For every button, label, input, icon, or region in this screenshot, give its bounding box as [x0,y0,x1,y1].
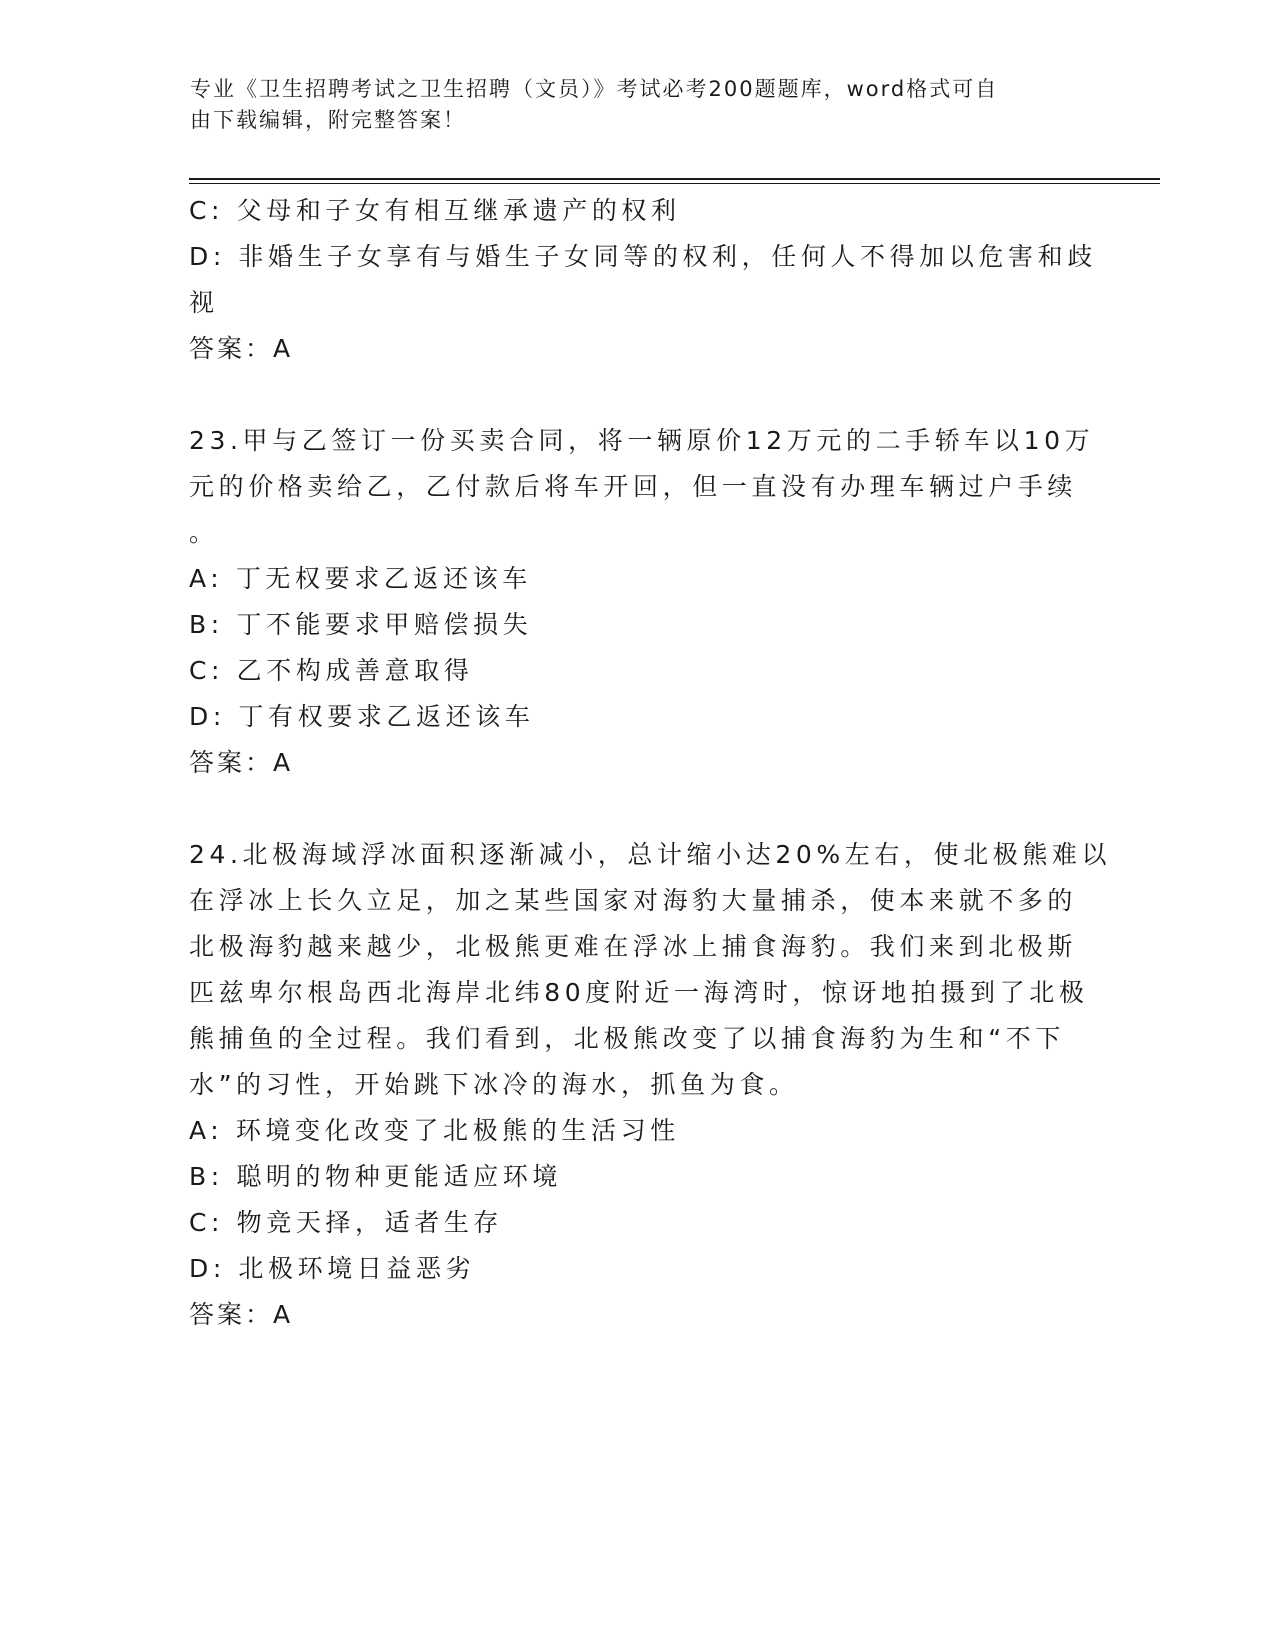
option-c: C: 父母和子女有相互继承遗产的权利 [189,196,681,225]
question-24 [189,832,1112,1338]
question-stem: 24.北极海域浮冰面积逐渐减小，总计缩小达20%左右，使北极熊难以 [189,840,1112,869]
option-c: C: 乙不构成善意取得 [189,656,474,685]
option-d: D: 丁有权要求乙返还该车 [189,702,535,731]
option-b: B: 丁不能要求甲赔偿损失 [189,610,533,639]
question-stem: 水”的习性，开始跳下冰冷的海水，抓鱼为食。 [189,1070,799,1099]
header-line: 由下载编辑，附完整答案！ [190,108,466,132]
option-d: D: 北极环境日益恶劣 [189,1254,476,1283]
question-stem: 23.甲与乙签订一份买卖合同，将一辆原价12万元的二手轿车以10万 [189,426,1095,455]
question-stem: 匹兹卑尔根岛西北海岸北纬80度附近一海湾时，惊讶地拍摄到了北极 [189,978,1089,1007]
question-stem: 北极海豹越来越少，北极熊更难在浮冰上捕食海豹。我们来到北极斯 [189,932,1078,961]
option-a: A: 环境变化改变了北极熊的生活习性 [189,1116,680,1145]
answer: 答案：A [189,334,294,363]
question-stem: 。 [189,518,219,547]
question-stem: 在浮冰上长久立足，加之某些国家对海豹大量捕杀，使本来就不多的 [189,886,1078,915]
option-c: C: 物竞天择，适者生存 [189,1208,504,1237]
answer: 答案：A [189,1300,294,1329]
spacer [189,786,1084,832]
header-divider-thick [189,178,1160,180]
question-22-tail [189,188,1097,372]
answer: 答案：A [189,748,294,777]
document-body [189,188,1112,1338]
option-a: A: 丁无权要求乙返还该车 [189,564,532,593]
option-d-continued: 视 [189,288,219,317]
spacer [189,372,1084,418]
header-line: 专业《卫生招聘考试之卫生招聘（文员）》考试必考200题题库，word格式可自 [190,77,999,101]
option-b: B: 聪明的物种更能适应环境 [189,1162,562,1191]
page-header [190,74,1070,136]
question-23 [189,418,1095,786]
option-d: D: 非婚生子女享有与婚生子女同等的权利，任何人不得加以危害和歧 [189,242,1097,271]
question-stem: 熊捕鱼的全过程。我们看到，北极熊改变了以捕食海豹为生和“不下 [189,1024,1065,1053]
header-divider-thin [189,183,1160,184]
question-stem: 元的价格卖给乙，乙付款后将车开回，但一直没有办理车辆过户手续 [189,472,1078,501]
